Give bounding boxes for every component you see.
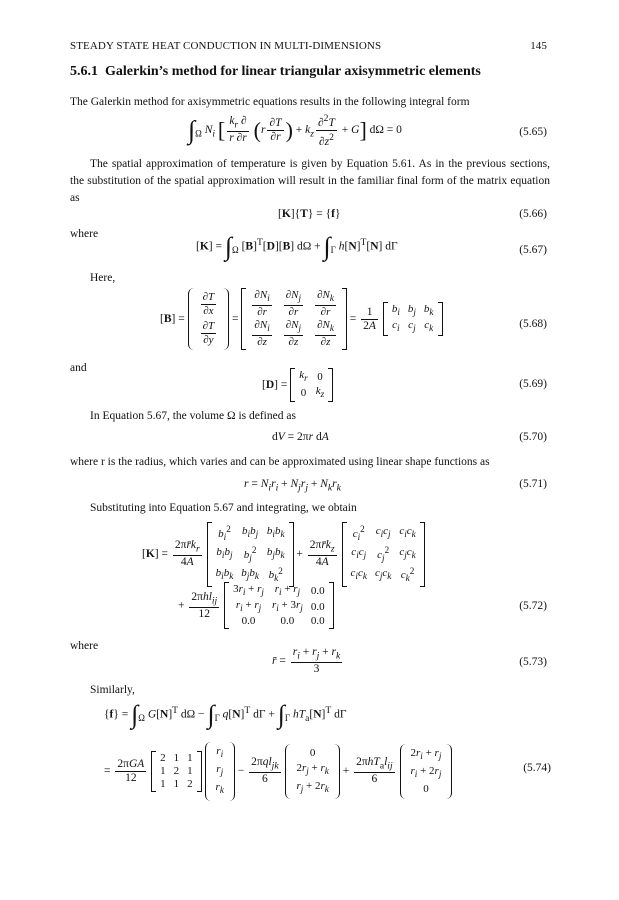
- equation-number-5-71: (5.71): [519, 478, 547, 490]
- equation-number-5-72: (5.72): [519, 600, 547, 612]
- equation-number-5-74: (5.74): [523, 762, 551, 774]
- equation-5-70: dV = 2πr dA: [272, 431, 329, 443]
- equation-5-68: [B] = $\frac{\partial T}{\partial x}$ $\frac{\partial T}{\partial y}$ = $\frac{\partial N_i}{\partial r}$ $\frac{\partial N_j}{\partial r}$ $\frac{\partial N_k}{\partial r}$ $\frac{\partial N_i}{\partial z}$ $\frac{\partial N_j}{\partial z}$ $\frac{\partial N_k}{\partial z}$ = $\frac{1}{2A}$ $b_i$ $b_j$ $b_k$ $c_i$ $c_j$ $c_k$: [160, 288, 443, 350]
- equation-5-66: [K]{T} = {f}: [278, 208, 341, 220]
- equation-number-5-67: (5.67): [519, 244, 547, 256]
- label-and: and: [70, 362, 87, 374]
- equation-5-74-part1: $\{f\} = \int_\Omega$ $G[N]^T$ $d\Omega - \int_\Gamma$ $q[N]^T$ $d\Gamma + \int_\Gamma$ $hT_a[N]^T$ dΓ: [104, 700, 347, 729]
- equation-5-72-part1: [K] = $\frac{2\pi r̄k_r}{4A}$ $b_i^2$ $b_ib_j$ $b_ib_k$ $b_ib_j$ $b_j^2$ $b_jb_k$ $b_ib_k$ $b_jb_k$ $b_k^2$ + $\frac{2\pi r̄k_z}{4A}$ $c_i^2$ $c_ic_j$ $c_ic_k$ $c_ic_j$ $c_j^2$ $c_jc_k$ $c_ic_k$ $c_jc_k$ $c_k^2$: [142, 522, 425, 587]
- equation-number-5-69: (5.69): [519, 378, 547, 390]
- equation-number-5-70: (5.70): [519, 431, 547, 443]
- paragraph-radius: where r is the radius, which varies and can be approximated using linear shape functions as: [70, 456, 490, 468]
- section-heading: [70, 64, 481, 80]
- equation-5-67: $[K] = \int_\Omega$ $[B]^T[D][B] d\Omega + \int_\Gamma$ $h[N]^T[N]$ dΓ: [196, 232, 398, 261]
- label-here: Here,: [90, 272, 116, 284]
- label-where-2: where: [70, 640, 99, 652]
- paragraph-substituting: Substituting into Equation 5.67 and integrating, we obtain: [90, 502, 357, 514]
- page-number: 145: [530, 40, 547, 52]
- equation-5-72-part2: + $\frac{2\pi hl_{ij}}{12}$ $3r_i + r_j$ $r_i + r_j$ 0.0 $r_i + r_j$ $r_i + 3r_j$ 0.0 0.0 0.0 0.0: [178, 582, 334, 629]
- paragraph-spatial: The spatial approximation of temperature is given by Equation 5.61. As in the previous sections, the substitution of the spatial approximation will result in the familiar final form of the matrix equation as: [70, 158, 550, 204]
- equation-5-65: $\int_\Omega$ $N_i$ [ $\frac{k_r \partial}{r \partial r}$ (r $\frac{\partial T}{\partial r}$ ) + $k_z$ $\frac{\partial^2T}{\partial z^2}$ + G] dΩ = 0: [188, 113, 402, 148]
- section-title: Galerkin’s method for linear triangular axisymmetric elements: [105, 64, 481, 79]
- equation-5-69: [D] = $k_r$ 0 0 $k_z$: [262, 368, 333, 402]
- equation-number-5-68: (5.68): [519, 318, 547, 330]
- equation-number-5-66: (5.66): [519, 208, 547, 220]
- equation-5-71: $r = N_ir_i + N_jr_j + N_kr_k$: [244, 478, 341, 494]
- equation-5-74-part2: = $\frac{\text{2πGA}}{12}$ 2 1 1 1 2 1 1 1 2 $r_i$ $r_j$ $r_k$ − $\frac{2\pi ql_{jk}}{6}$ 0 $2r_j + r_k$ $r_j + 2r_k$ + $\frac{2\pi hT_al_{ij}}{6}$ $2r_i + r_j$ $r_i + 2r_j$ 0: [104, 742, 452, 801]
- equation-5-73: r̄ = $\frac{r_i + r_j + r_k}{3}$: [272, 646, 341, 676]
- paragraph-volume: In Equation 5.67, the volume Ω is defined as: [90, 410, 296, 422]
- equation-number-5-73: (5.73): [519, 656, 547, 668]
- label-where-1: where: [70, 228, 99, 240]
- label-similarly: Similarly,: [90, 684, 135, 696]
- paragraph-intro: The Galerkin method for axisymmetric equations results in the following integral form: [70, 96, 470, 108]
- running-title: STEADY STATE HEAT CONDUCTION IN MULTI-DIMENSIONS: [70, 40, 382, 52]
- equation-number-5-65: (5.65): [519, 126, 547, 138]
- section-number: 5.6.1: [70, 64, 98, 79]
